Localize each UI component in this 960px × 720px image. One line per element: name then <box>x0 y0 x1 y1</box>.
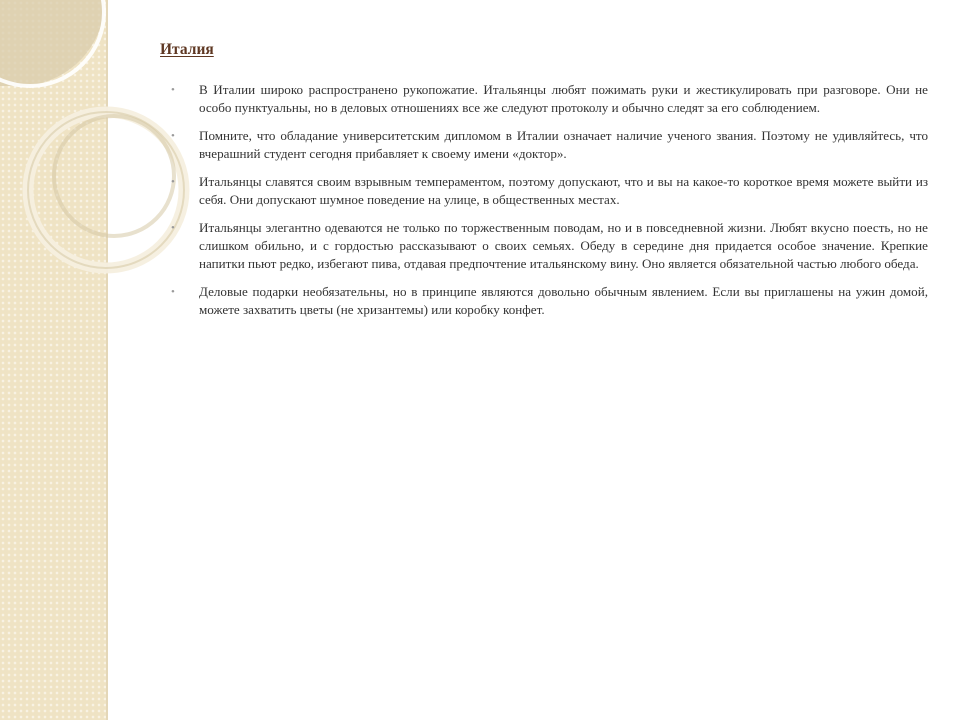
bullet-text: Деловые подарки необязательны, но в принципе являются довольно обычным явлением. Если вы приглашены на ужин домой, можете захватить цветы (не хризантемы) или коробку конфет. <box>199 284 928 317</box>
bullet-item <box>160 127 928 163</box>
bullet-text: Помните, что обладание университетским дипломом в Италии означает наличие ученого звания. Поэтому не удивляйтесь, что вчерашний студент сегодня прибавляет к своему имени «доктор». <box>199 128 928 161</box>
bullet-list <box>160 81 928 329</box>
bullet-text: Итальянцы славятся своим взрывным темпераментом, поэтому допускают, что и вы на какое-то короткое время можете выйти из себя. Они допускают шумное поведение на улице, в общественных местах. <box>199 174 928 207</box>
bullet-text: В Италии широко распространено рукопожатие. Итальянцы любят пожимать руки и жестикулировать при разговоре. Они не особо пунктуальны, но в деловых отношениях все же следуют протоколу и обычно следят за его соблюдением. <box>199 82 928 115</box>
bullet-item <box>160 81 928 117</box>
bullet-item <box>160 173 928 209</box>
bullet-dot-icon: • <box>171 130 175 142</box>
bullet-dot-icon: • <box>171 222 175 234</box>
bullet-text: Итальянцы элегантно одеваются не только по торжественным поводам, но и в повседневной жизни. Любят вкусно поесть, но не слишком обильно, и с гордостью рассказывают о своих семьях. Обеду в середине дня придается особое значение. Крепкие напитки пьют редко, избегают пива, отдавая предпочтение итальянскому вину. Оно является обязательной частью любого обеда. <box>199 220 928 271</box>
slide-title: Италия <box>160 41 214 58</box>
bullet-dot-icon: • <box>171 176 175 188</box>
bullet-item <box>160 283 928 319</box>
bullet-dot-icon: • <box>171 84 175 96</box>
bullet-dot-icon: • <box>171 286 175 298</box>
bullet-item <box>160 219 928 273</box>
